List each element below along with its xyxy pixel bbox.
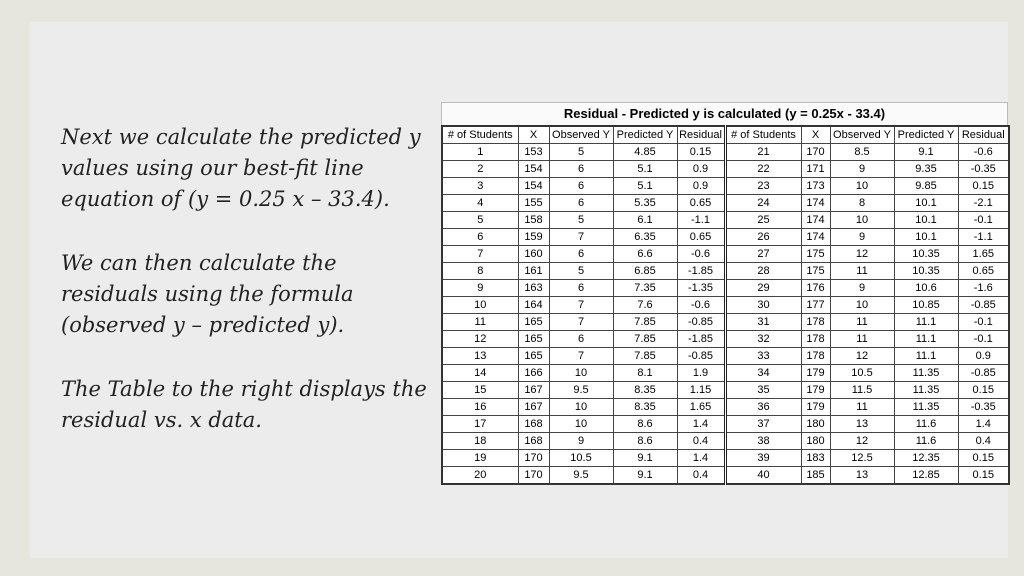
table-cell: 8.35 — [613, 382, 677, 399]
table-row — [442, 246, 1009, 263]
table-cell: 7 — [549, 348, 613, 365]
table-cell: 10.1 — [894, 195, 958, 212]
table-cell: 154 — [518, 178, 549, 195]
table-row — [442, 382, 1009, 399]
table-cell: -0.35 — [958, 399, 1009, 416]
table-cell: 161 — [518, 263, 549, 280]
table-cell: 11.5 — [830, 382, 894, 399]
table-cell: 10.1 — [894, 229, 958, 246]
table-cell: 10 — [549, 399, 613, 416]
table-cell: 12.85 — [894, 467, 958, 485]
table-cell: 9.1 — [894, 144, 958, 161]
table-row — [442, 314, 1009, 331]
table-row — [442, 450, 1009, 467]
table-cell: 9.85 — [894, 178, 958, 195]
column-header: Observed Y — [830, 126, 894, 144]
table-cell: 177 — [801, 297, 830, 314]
table-cell: 30 — [725, 297, 801, 314]
table-cell: 9 — [830, 280, 894, 297]
table-row — [442, 467, 1009, 485]
table-cell: 10 — [549, 416, 613, 433]
column-header: # of Students — [442, 126, 518, 144]
table-cell: 11.1 — [894, 348, 958, 365]
table-cell: 0.9 — [677, 161, 725, 178]
table-cell: 40 — [725, 467, 801, 485]
table-cell: 0.15 — [958, 178, 1009, 195]
table-cell: 164 — [518, 297, 549, 314]
table-cell: 1.4 — [677, 450, 725, 467]
table-cell: 170 — [801, 144, 830, 161]
table-row — [442, 178, 1009, 195]
table-cell: -1.6 — [958, 280, 1009, 297]
table-cell: 5 — [442, 212, 518, 229]
table-cell: 175 — [801, 246, 830, 263]
table-cell: 7.35 — [613, 280, 677, 297]
table-cell: 29 — [725, 280, 801, 297]
table-cell: 7.6 — [613, 297, 677, 314]
table-cell: 185 — [801, 467, 830, 485]
table-cell: 179 — [801, 399, 830, 416]
table-cell: 38 — [725, 433, 801, 450]
table-cell: 18 — [442, 433, 518, 450]
table-cell: 6 — [549, 246, 613, 263]
table-cell: 159 — [518, 229, 549, 246]
table-cell: 10 — [830, 178, 894, 195]
table-cell: 7.85 — [613, 348, 677, 365]
table-cell: 20 — [442, 467, 518, 485]
table-cell: 0.65 — [677, 229, 725, 246]
table-cell: 0.4 — [958, 433, 1009, 450]
table-cell: 9.1 — [613, 467, 677, 485]
body-text — [61, 122, 436, 469]
table-cell: 39 — [725, 450, 801, 467]
table-cell: 19 — [442, 450, 518, 467]
column-header: Predicted Y — [613, 126, 677, 144]
table-cell: 13 — [442, 348, 518, 365]
residual-table — [441, 125, 1010, 485]
table-cell: 34 — [725, 365, 801, 382]
table-cell: 183 — [801, 450, 830, 467]
table-cell: 4.85 — [613, 144, 677, 161]
table-cell: 12 — [830, 348, 894, 365]
table-cell: 17 — [442, 416, 518, 433]
table-cell: 9 — [442, 280, 518, 297]
table-cell: -0.1 — [958, 331, 1009, 348]
table-cell: 0.15 — [958, 467, 1009, 485]
table-cell: 1.4 — [677, 416, 725, 433]
table-cell: 21 — [725, 144, 801, 161]
table-cell: 165 — [518, 348, 549, 365]
table-cell: 9 — [830, 229, 894, 246]
table-cell: 1 — [442, 144, 518, 161]
table-cell: 24 — [725, 195, 801, 212]
table-row — [442, 433, 1009, 450]
table-row — [442, 229, 1009, 246]
table-cell: 0.9 — [677, 178, 725, 195]
table-cell: 8.6 — [613, 416, 677, 433]
table-cell: 5.1 — [613, 161, 677, 178]
table-cell: 163 — [518, 280, 549, 297]
paragraph-residuals: We can then calculate the residuals using the formula (observed y – predicted y). — [61, 251, 354, 337]
table-row — [442, 331, 1009, 348]
column-header: X — [518, 126, 549, 144]
table-cell: 7 — [442, 246, 518, 263]
table-cell: 9.35 — [894, 161, 958, 178]
table-cell: -0.6 — [677, 246, 725, 263]
table-cell: 179 — [801, 365, 830, 382]
table-cell: 36 — [725, 399, 801, 416]
table-cell: 11.6 — [894, 433, 958, 450]
table-cell: 5 — [549, 263, 613, 280]
table-cell: 11 — [830, 331, 894, 348]
table-cell: -1.1 — [677, 212, 725, 229]
table-cell: 178 — [801, 314, 830, 331]
table-cell: 7.85 — [613, 314, 677, 331]
table-row — [442, 365, 1009, 382]
table-cell: 5 — [549, 212, 613, 229]
table-cell: 10.6 — [894, 280, 958, 297]
table-cell: 8.5 — [830, 144, 894, 161]
table-cell: 155 — [518, 195, 549, 212]
table-header-row — [442, 126, 1009, 144]
table-row — [442, 280, 1009, 297]
table-cell: 171 — [801, 161, 830, 178]
table-cell: 9 — [830, 161, 894, 178]
table-row — [442, 195, 1009, 212]
column-header: Predicted Y — [894, 126, 958, 144]
table-cell: -1.85 — [677, 263, 725, 280]
table-cell: 8.35 — [613, 399, 677, 416]
table-cell: 11 — [830, 314, 894, 331]
table-cell: 9.5 — [549, 467, 613, 485]
table-cell: -0.85 — [677, 314, 725, 331]
table-cell: 167 — [518, 382, 549, 399]
table-cell: 154 — [518, 161, 549, 178]
table-cell: -0.1 — [958, 212, 1009, 229]
table-cell: 0.4 — [677, 433, 725, 450]
table-cell: 173 — [801, 178, 830, 195]
table-cell: 22 — [725, 161, 801, 178]
table-cell: 26 — [725, 229, 801, 246]
table-cell: 10.85 — [894, 297, 958, 314]
table-row — [442, 161, 1009, 178]
table-cell: 160 — [518, 246, 549, 263]
table-cell: 179 — [801, 382, 830, 399]
table-cell: 168 — [518, 433, 549, 450]
table-cell: 9.1 — [613, 450, 677, 467]
table-row — [442, 348, 1009, 365]
table-cell: 158 — [518, 212, 549, 229]
table-cell: 15 — [442, 382, 518, 399]
table-cell: 4 — [442, 195, 518, 212]
table-cell: 180 — [801, 416, 830, 433]
table-cell: 174 — [801, 195, 830, 212]
table-cell: 1.4 — [958, 416, 1009, 433]
table-cell: 37 — [725, 416, 801, 433]
paragraph-table-note: The Table to the right displays the residual vs. x data. — [61, 377, 427, 432]
table-row — [442, 399, 1009, 416]
table-cell: 33 — [725, 348, 801, 365]
table-cell: 35 — [725, 382, 801, 399]
table-row — [442, 416, 1009, 433]
table-cell: 8 — [830, 195, 894, 212]
table-cell: 1.9 — [677, 365, 725, 382]
table-title: Residual - Predicted y is calculated (y = 0.25x - 33.4) — [441, 102, 1008, 125]
table-cell: 168 — [518, 416, 549, 433]
table-cell: 165 — [518, 331, 549, 348]
table-cell: -1.35 — [677, 280, 725, 297]
table-cell: 11.35 — [894, 365, 958, 382]
table-cell: -0.1 — [958, 314, 1009, 331]
table-cell: 14 — [442, 365, 518, 382]
table-cell: 11 — [442, 314, 518, 331]
table-cell: -2.1 — [958, 195, 1009, 212]
table-cell: 166 — [518, 365, 549, 382]
table-cell: 5 — [549, 144, 613, 161]
table-cell: 10 — [442, 297, 518, 314]
table-cell: 6 — [549, 195, 613, 212]
paragraph-predicted: Next we calculate the predicted y values using our best-fit line equation of (y = 0.25 x – 33.4). — [61, 125, 421, 211]
table-cell: 13 — [830, 467, 894, 485]
table-cell: 32 — [725, 331, 801, 348]
table-cell: 12.5 — [830, 450, 894, 467]
table-cell: 6 — [442, 229, 518, 246]
table-cell: 6 — [549, 280, 613, 297]
table-cell: 5.1 — [613, 178, 677, 195]
table-cell: 11 — [830, 399, 894, 416]
table-cell: 9.5 — [549, 382, 613, 399]
table-cell: 2 — [442, 161, 518, 178]
table-cell: -1.85 — [677, 331, 725, 348]
table-cell: 3 — [442, 178, 518, 195]
table-cell: 153 — [518, 144, 549, 161]
table-cell: 0.15 — [958, 382, 1009, 399]
table-cell: 178 — [801, 348, 830, 365]
table-cell: 167 — [518, 399, 549, 416]
table-cell: 0.15 — [958, 450, 1009, 467]
table-cell: -1.1 — [958, 229, 1009, 246]
table-cell: 6.1 — [613, 212, 677, 229]
table-cell: 170 — [518, 450, 549, 467]
table-cell: 8.1 — [613, 365, 677, 382]
table-cell: 10.35 — [894, 263, 958, 280]
table-cell: 11.1 — [894, 331, 958, 348]
table-cell: 23 — [725, 178, 801, 195]
table-cell: 6.6 — [613, 246, 677, 263]
table-cell: 12.35 — [894, 450, 958, 467]
table-cell: 12 — [830, 433, 894, 450]
table-cell: 8.6 — [613, 433, 677, 450]
table-cell: -0.6 — [958, 144, 1009, 161]
table-cell: -0.85 — [958, 297, 1009, 314]
table-cell: -0.85 — [958, 365, 1009, 382]
table-cell: 6 — [549, 331, 613, 348]
table-cell: 176 — [801, 280, 830, 297]
table-cell: 10.5 — [549, 450, 613, 467]
table-cell: 180 — [801, 433, 830, 450]
table-cell: 6 — [549, 178, 613, 195]
table-cell: 1.15 — [677, 382, 725, 399]
table-cell: 11.35 — [894, 382, 958, 399]
table-cell: 0.65 — [958, 263, 1009, 280]
column-header: Residual — [958, 126, 1009, 144]
table-cell: 6.35 — [613, 229, 677, 246]
column-header: X — [801, 126, 830, 144]
table-cell: -0.85 — [677, 348, 725, 365]
table-row — [442, 212, 1009, 229]
table-cell: 10.35 — [894, 246, 958, 263]
column-header: Residual — [677, 126, 725, 144]
column-header: # of Students — [725, 126, 801, 144]
table-cell: 10.5 — [830, 365, 894, 382]
table-cell: 10 — [549, 365, 613, 382]
table-cell: 9 — [549, 433, 613, 450]
table-cell: 16 — [442, 399, 518, 416]
table-cell: 7.85 — [613, 331, 677, 348]
table-cell: 170 — [518, 467, 549, 485]
table-cell: 0.4 — [677, 467, 725, 485]
table-cell: 28 — [725, 263, 801, 280]
table-cell: 7 — [549, 314, 613, 331]
table-cell: 0.15 — [677, 144, 725, 161]
table-cell: 10 — [830, 297, 894, 314]
table-body — [442, 144, 1009, 485]
table-row — [442, 297, 1009, 314]
table-cell: 11 — [830, 263, 894, 280]
table-cell: 12 — [830, 246, 894, 263]
table-cell: 174 — [801, 212, 830, 229]
table-cell: 8 — [442, 263, 518, 280]
column-header: Observed Y — [549, 126, 613, 144]
table-row — [442, 144, 1009, 161]
table-cell: 10 — [830, 212, 894, 229]
table-cell: 0.65 — [677, 195, 725, 212]
table-cell: 5.35 — [613, 195, 677, 212]
table-cell: 175 — [801, 263, 830, 280]
table-cell: 178 — [801, 331, 830, 348]
table-cell: 10.1 — [894, 212, 958, 229]
table-cell: -0.6 — [677, 297, 725, 314]
table-cell: 13 — [830, 416, 894, 433]
table-cell: 7 — [549, 297, 613, 314]
table-cell: -0.35 — [958, 161, 1009, 178]
table-cell: 6.85 — [613, 263, 677, 280]
table-cell: 1.65 — [958, 246, 1009, 263]
table-cell: 11.6 — [894, 416, 958, 433]
table-cell: 12 — [442, 331, 518, 348]
table-cell: 1.65 — [677, 399, 725, 416]
table-cell: 25 — [725, 212, 801, 229]
table-cell: 31 — [725, 314, 801, 331]
table-cell: 11.35 — [894, 399, 958, 416]
table-cell: 27 — [725, 246, 801, 263]
residual-table-container — [441, 102, 1008, 485]
table-cell: 6 — [549, 161, 613, 178]
table-row — [442, 263, 1009, 280]
table-cell: 11.1 — [894, 314, 958, 331]
table-cell: 174 — [801, 229, 830, 246]
table-cell: 165 — [518, 314, 549, 331]
table-cell: 0.9 — [958, 348, 1009, 365]
table-cell: 7 — [549, 229, 613, 246]
